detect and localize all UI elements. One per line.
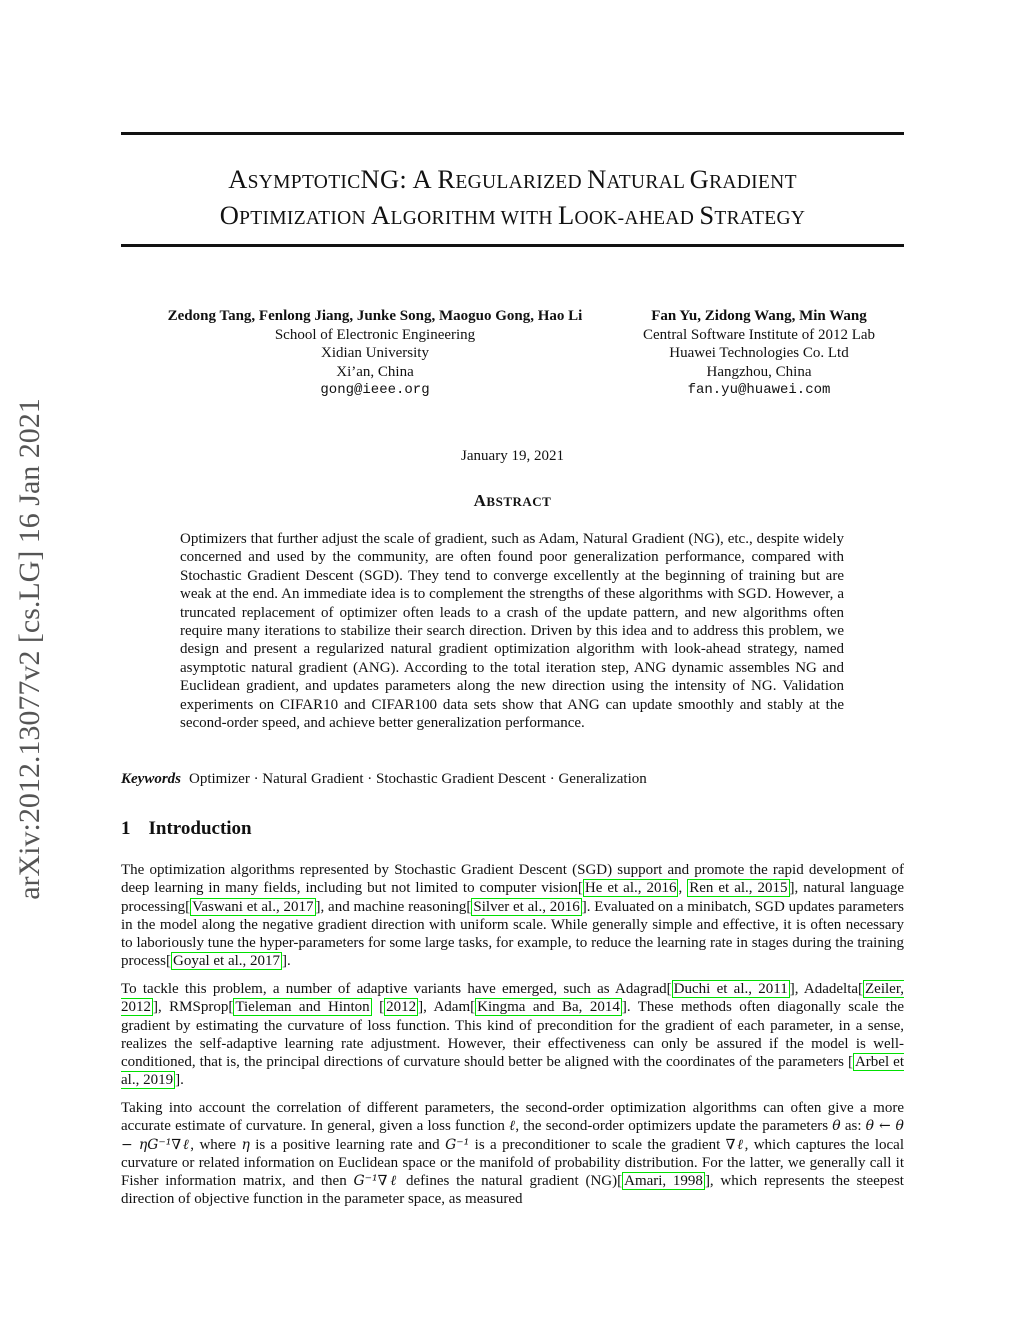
author-block-left: [130, 307, 620, 400]
paragraph-text: ], Adadelta[: [789, 981, 864, 997]
affiliation-right-2: Huawei Technologies Co. Ltd: [669, 345, 849, 361]
keywords-line: [121, 771, 647, 788]
section-number: 1: [121, 818, 131, 839]
title-segment: OOK-AHEAD: [574, 208, 700, 229]
citation-link[interactable]: Vaswani et al., 2017: [192, 898, 314, 915]
title-segment: R: [437, 164, 456, 194]
paragraph-text: Taking into account the correlation of different parameters, the second-order optimization algorithms can often give a more accurate estimate of curvature. In general, given a loss function: [121, 1100, 904, 1135]
citation-link[interactable]: Arbel et al., 2019: [121, 1054, 904, 1089]
paragraph-text: ]. These methods often diagonally scale the gradient by estimating the curvature of loss function. This kind of precondition for the gradient of each parameter, in a sense, realizes the self-adaptive learning rate adjustment. However, their effectiveness can only be assured if the model is well-conditioned, that is, the principal directions of curvature should better be aligned with the coordinates of the parameters [: [121, 999, 905, 1071]
title-bottom-rule: [121, 244, 904, 247]
affiliation-right-1: Central Software Institute of 2012 Lab: [642, 326, 876, 343]
keywords-label: Keywords: [121, 771, 181, 787]
intro-paragraph-3: [121, 1099, 904, 1209]
affiliation-left-1: School of Electronic Engineering: [274, 326, 476, 343]
citation-link[interactable]: He et al., 2016: [584, 880, 677, 897]
intro-paragraph-2: [121, 980, 904, 1090]
publication-date: January 19, 2021: [461, 448, 564, 464]
math-expression: θ ← θ − ηG⁻¹∇ℓ: [121, 1118, 904, 1153]
math-expression: G⁻¹: [445, 1136, 470, 1153]
author-email-right[interactable]: fan.yu@huawei.com: [687, 382, 831, 398]
title-segment: S: [699, 200, 715, 230]
abstract-text: Optimizers that further adjust the scale of gradient, such as Adam, Natural Gradient (NG), etc., despite widely concerned and used by the community, are often found poor generalization performance, compared with Stochastic Gradient Descent (SGD). They tend to converge excellently at the beginning of training but are weak at the end. An immediate idea is to complement the strengths of these algorithms with SGD. However, a truncated replacement of optimizer often leads to a crash of the update pattern, and new algorithms often require many iterations to stabilize their search direction. Driven by this idea and to address this problem, we design and present a regularized natural gradient optimization algorithm with look-ahead strategy, named asymptotic natural gradient (ANG). According to the total iteration step, ANG dynamic assembles NG and Euclidean gradient, and updates parameters along the new direction using the intensity of NG. Validation experiments on CIFAR10 and CIFAR100 data sets show that ANG can update smoothly and stably at the second-order speed, and achieve better generalization performance.: [180, 531, 844, 732]
paragraph-text: , which captures the local curvature or related information on Euclidean space or the manifold of probability distribution. For the latter, we generally call it Fisher information matrix, and then: [121, 1136, 904, 1190]
affiliation-left-3: Xi’an, China: [336, 363, 414, 380]
author-block-right: [620, 307, 898, 400]
section-heading: [121, 818, 252, 840]
paragraph-text: ].: [175, 1072, 184, 1089]
title-segment: ATURAL: [606, 172, 690, 193]
author-names-right: Fan Yu, Zidong Wang, Min Wang: [651, 308, 867, 324]
paragraph-text: is a preconditioner to scale the gradient: [469, 1136, 726, 1153]
paragraph-text: ].: [282, 953, 291, 970]
paragraph-text: is a positive learning rate and: [249, 1136, 446, 1153]
citation-link[interactable]: Tieleman and Hinton: [235, 999, 370, 1016]
title-segment: RADIENT: [709, 172, 797, 193]
paragraph-text: ], RMSprop[: [153, 999, 234, 1016]
abstract-heading-rest: BSTRACT: [486, 494, 552, 509]
paper-title-line-1: [121, 161, 904, 201]
abstract-heading: [121, 491, 904, 511]
paragraph-text: as:: [840, 1118, 866, 1135]
title-segment: N: [587, 164, 607, 194]
math-expression: G⁻¹∇ℓ: [353, 1173, 400, 1190]
citation-link[interactable]: Silver et al., 2016: [473, 898, 580, 915]
arxiv-identifier: arXiv:2012.13077v2 [cs.LG] 16 Jan 2021: [13, 398, 46, 900]
citation-link[interactable]: Zeiler, 2012: [121, 981, 904, 1016]
title-segment: A: [228, 164, 248, 194]
paragraph-text: ], and machine reasoning[: [315, 898, 472, 915]
section-title: Introduction: [148, 818, 252, 839]
author-email-left[interactable]: gong@ieee.org: [320, 382, 430, 398]
citation-link[interactable]: 2012: [386, 999, 417, 1016]
citation-link[interactable]: Kingma and Ba, 2014: [477, 999, 620, 1016]
citation-link[interactable]: Goyal et al., 2017: [172, 953, 281, 970]
abstract-heading-initial: A: [473, 491, 487, 510]
title-segment: EGULARIZED: [455, 172, 588, 193]
paragraph-text: [: [371, 999, 385, 1016]
math-expression: ℓ: [509, 1118, 516, 1135]
citation-link[interactable]: Amari, 1998: [624, 1173, 703, 1190]
citation-link[interactable]: Duchi et al., 2011: [673, 981, 788, 997]
title-segment: TRATEGY: [714, 208, 806, 229]
paragraph-text: , where: [190, 1136, 242, 1153]
title-segment: O: [219, 200, 240, 230]
math-expression: θ: [832, 1118, 841, 1135]
title-segment: G: [689, 164, 710, 194]
paragraph-text: ,: [678, 880, 688, 897]
math-expression: ∇ℓ: [725, 1136, 745, 1153]
paragraph-text: ], which represents the steepest direction of objective function in the parameter space, as measured: [121, 1173, 904, 1208]
paragraph-text: ], Adam[: [418, 999, 476, 1016]
title-segment: NG: A: [360, 164, 438, 194]
affiliation-right-3: Hangzhou, China: [706, 363, 812, 380]
author-names-left: Zedong Tang, Fenlong Jiang, Junke Song, Maoguo Gong, Hao Li: [167, 308, 583, 324]
citation-link[interactable]: Ren et al., 2015: [689, 880, 788, 897]
paragraph-text: ], natural language processing[: [121, 880, 905, 915]
keywords-text: Optimizer · Natural Gradient · Stochastic Gradient Descent · Generalization: [189, 771, 647, 787]
title-top-rule: [121, 132, 904, 135]
title-segment: A: [371, 200, 391, 230]
intro-paragraph-1: [121, 861, 904, 971]
title-segment: LGORITHM WITH: [390, 208, 558, 229]
paragraph-text: defines the natural gradient (NG)[: [399, 1173, 623, 1190]
paragraph-text: The optimization algorithms represented by Stochastic Gradient Descent (SGD) support and promote the rapid development of deep learning in many fields, including but not limited to computer vision[: [121, 862, 904, 897]
title-segment: PTIMIZATION: [239, 208, 372, 229]
title-segment: L: [557, 200, 575, 230]
paragraph-text: , the second-order optimizers update the parameters: [515, 1118, 833, 1135]
paper-title-line-2: [121, 197, 904, 237]
paragraph-text: ]. Evaluated on a minibatch, SGD updates parameters in the model along the negative gradient direction with uniform scale. While generally simple and effective, it is often necessary to laboriously tune the hyper-parameters for some large tasks, for example, to reduce the learning rate in stages during the training process[: [121, 898, 904, 970]
math-expression: η: [241, 1136, 250, 1153]
paragraph-text: To tackle this problem, a number of adaptive variants have emerged, such as Adagrad[: [121, 981, 672, 997]
title-segment: SYMPTOTIC: [247, 172, 361, 193]
affiliation-left-2: Xidian University: [321, 345, 429, 361]
